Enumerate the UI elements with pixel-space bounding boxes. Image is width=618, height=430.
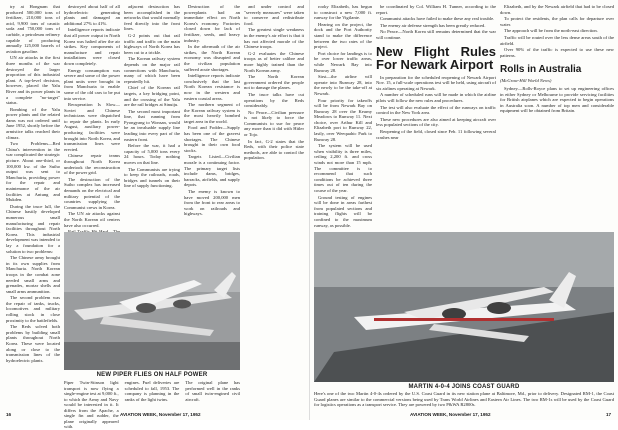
paragraph: Traffic will be routed over the less dense areas south of the airfield. xyxy=(500,34,614,46)
paragraph: The system will be used when visibility is three miles, ceiling 2,200 ft. and cross winds not more than 15 mph. The committee is to recommend that such conditions be achieved three times out of ten during the course of the year. xyxy=(314,143,372,193)
paragraph: Intelligence reports indicate conclusively that the last North Korean resistance is now in the western and eastern coastal areas. xyxy=(184,73,240,101)
paragraph: UN air attacks in the first three months of the war destroyed the larger proportion of this industrial plant. A top-level decision, however, placed the Yalu River and its power plants in a complete "no-target" status. xyxy=(6,55,60,106)
paragraph: adjacent destruction has been accomplished in the networks that would normally feed directly into the front lines. xyxy=(124,4,180,32)
piper-caption-left: Piper Twin-Stinson light transport is now flying a single-engine test at 9,000 ft., to which the Army and Navy would be interested in it. It differs from the Apache, a single fin and rudder, the plane originally appeared with. xyxy=(64,380,119,429)
martin-caption-block xyxy=(314,384,614,412)
paragraph: The test will also evaluate the effect of the runways on traffic control in the New York area. xyxy=(376,104,496,116)
paragraph: be coordinated by Col. William H. Tunner, according to the report. xyxy=(376,4,496,15)
paragraph: Reopening of the field, closed since Feb. 11 following several crashes near xyxy=(376,128,496,140)
paragraph: G-2 evaluates the Chinese troops as of better calibre and more highly trained than the North Korean army. xyxy=(244,50,304,73)
right-col-1 xyxy=(314,4,372,228)
paragraph: The North Korean government ordered the people not to damage the planes. xyxy=(244,74,304,91)
left-col-2 xyxy=(64,4,120,229)
left-col-1 xyxy=(6,4,60,408)
paragraph: Destruction of the powerplants had an immediate effect on North Korea's economy. Factories closed down for lack of fertilizer, seeds, and heavy industry. xyxy=(184,4,240,43)
paragraph: Food and Fodder—Supply has been one of the gravest shortages. The Chinese brought in their own food stocks. xyxy=(184,125,240,153)
piper-caption-head: NEW PIPER FLIES ON HALF POWER xyxy=(96,372,208,378)
piper-plane-illustration xyxy=(64,232,240,370)
left-page-number: 16 xyxy=(6,412,12,417)
martin-caption-head: MARTIN 4-0-4 JOINS COAST GUARD xyxy=(408,384,520,390)
paragraph: Targets Listed—Civilian morale is a continuing factor. The primary target lists include dams, bridges, barracks, airfields, and supply depots. xyxy=(184,154,240,188)
rolls-byline: (McGraw-Hill World News) xyxy=(500,78,552,84)
paragraph: Communist attacks have failed to make these any real trouble. xyxy=(380,16,495,22)
paragraph: The northern segment of the Korean railway system is the most heavily bombed target area in the world. xyxy=(184,102,240,124)
paragraph: Energy consumption was severe and some of the power plant units were brought in from Manchuria to enable some of the old cars to be put into service. xyxy=(64,67,120,101)
paragraph: Chief of the Korean rail targets, a key bridging point, and the crossing of the Yalu are the rail bridges at Sinuiju. xyxy=(124,85,180,108)
paragraph: Port choice for landings is to be over lower traffic areas, while Newark Bay into Runway 28. xyxy=(314,50,372,73)
paragraph: Sydney—Rolls-Royce plans to set up engineering offices in either Sydney or Melbourne to provide servicing facilities for British airplanes which are expected to begin operations in Australia soon. A number of top men and considerable equipment will be obtained from Britain. xyxy=(500,85,614,114)
paragraph: The enemy is known to have moved 200,000 men from the front to rear areas to work on railroads and highways. xyxy=(184,189,240,217)
right-col-2-body xyxy=(376,75,496,141)
left-page xyxy=(0,0,309,429)
paragraph: The Chinese army brought in its own supplies from Manchuria. North Korean troops in the combat zone needed small arms and grenades, mortar shells and small arms ammunition. xyxy=(6,255,60,294)
paragraph: The truce talks have cut operations by the Reds considerably. xyxy=(244,91,304,109)
paragraph: These new procedures are also aimed at keeping aircraft over less populated sections of the city. xyxy=(376,116,496,128)
piper-plane-photo xyxy=(64,232,240,370)
paragraph: The UN air attacks against the North Korean oil centers have also occurred. xyxy=(64,211,120,228)
paragraph: and under control and "severely measures" were taken to conserve and redistribute food. xyxy=(244,4,304,26)
paragraph: A number of scheduled runs will be made in which the airline pilots will follow the new rules and procedures. xyxy=(376,92,496,103)
right-col-2-top xyxy=(376,4,496,41)
paragraph: The greatest single weakness in the enemy's air effort is that it has not affected morale of the Chinese troops. xyxy=(244,27,304,50)
rolls-body xyxy=(500,86,614,114)
paragraph: In fact, G-2 states that the Reds, with their police state methods, are able to control the population. xyxy=(244,138,304,161)
left-page-masthead: AVIATION WEEK, November 17, 1952 xyxy=(120,412,201,417)
paragraph: try at Hongnam that produced 500,000 tons of fertilizer, 210,000 tons of acid, 9,900 tons of caustic soda and 750,000 tons of carbide, a petroleum refinery capable of producing annually 125,000 barrels of aviation gasoline. xyxy=(6,4,60,54)
paragraph: The approach will be from the north-east direction. xyxy=(504,28,598,34)
paragraph: In preparation for the scheduled reopening of Newark Airport Nov. 15, a full-scale operations test will be held, using aircraft of six airlines operating at Newark. xyxy=(376,74,496,91)
paragraph: Sirst—the airline will operate into Runway 28, into the newly to be the take-off at Newark. xyxy=(314,74,372,96)
paragraph: During the truce lull, the Chinese hastily developed numerous small manufacturing and repair facilities throughout North Korea. This industrial development was intended to lay a foundation for a solution to two problems: xyxy=(6,203,60,254)
right-col-3 xyxy=(500,4,614,219)
right-page-number: 17 xyxy=(606,412,612,417)
paragraph: Elizabeth, and by the Newark airfield that had to be closed down. xyxy=(500,4,614,15)
paragraph: Hearing on the project, the dock and the Port Authority stand to make the difference between the two rates of the project. xyxy=(314,21,372,50)
paragraph: To protect the residents, the plan calls for departure over water. xyxy=(500,16,614,27)
paragraph: Recuperation Is Slow—Soviet and Chinese technicians were dispatched to repair the plants. In early August, auxiliary power-producing facilities were brought into North Korea, and transmission lines were erected. xyxy=(64,102,120,152)
paragraph: The second problem was the repair of tanks, trucks, locomotives and military rolling stock in close proximity to the battlefields. xyxy=(6,295,60,323)
paragraph: The Reds solved both problems by building small plants throughout North Korea. These were located along or close to the transmission lines of the hydroelectric plants. xyxy=(6,324,60,363)
rolls-subhead: Rolls in Australia xyxy=(500,64,582,76)
paragraph: The Communists are trying to keep the railroads, roads, bridges and tunnels on their line of supply functioning. xyxy=(124,166,180,189)
paragraph: In the aftermath of the air strikes, the North Korean economy was disrupted and the civilian population suffered acute shortages. xyxy=(184,44,240,72)
right-page-masthead: AVIATION WEEK, November 17, 1952 xyxy=(410,412,491,417)
piper-caption-right: engines. Fuel deliveries are scheduled to fall, 1953. The company is planning in the ranks of the light twins. xyxy=(124,380,180,402)
martin-plane-illustration xyxy=(314,232,614,382)
martin-plane-photo xyxy=(314,232,614,382)
paragraph: Chinese repair teams throughout North Korea undertook the reconstruction of the power grid. xyxy=(64,153,120,176)
paragraph: The second most important line, that running from Pyongyang to Wonsan, would be an invaluable supply line leading into every part of the eastern front. xyxy=(124,108,180,142)
paragraph: The Korean railway system depends on the major rail connections with Manchuria, many of which have been repeatedly hit. xyxy=(124,56,180,84)
paragraph: destroyed about half of all hydroelectric generating plants and damaged an additional 27% to 41%. xyxy=(64,4,120,26)
piper-caption-far: The original plane has performed well in the ranks of small twin-engined civil aircraft. xyxy=(185,380,241,402)
paragraph: Before the war, it had a capacity of 5,000 tons every 24 hours. Today nothing moves on that line. xyxy=(124,143,180,166)
right-col-3-text xyxy=(500,4,614,58)
paragraph: rooky Elizabeth, has begun to construct a new 7,000 ft. runway for the Vigilante. xyxy=(314,4,372,21)
paragraph: Two Problems—Red China's intervention in the war complicated the strategic picture. About one-third, or 100,000 kw. of the Suiho output was sent to Manchuria, providing power for the repair and maintenance of the air facilities at Antung and Mukden. xyxy=(6,141,60,203)
paragraph: The destruction of the Suiho complex has increased demands on the electrical and military potential of the countries supplying the Communist crews in Korea. xyxy=(64,176,120,210)
paragraph: No Peace—Civilian pressure is not likely to force the Communists to sue for peace any more than it did with Hitler or Tojo. xyxy=(244,109,304,138)
paragraph: No Peace—North Korea still remains determined that the war will continue. xyxy=(376,29,496,40)
martin-caption: Here's one of the two Martin 4-0-4s ordered by the U.S. Coast Guard in its new station plane at Baltimore, Md., prior to delivery. Designated RM-1, the Coast Guard planes are similar to the commercial versions being used by Trans World Airlines and Eastern Air Lines. The two RM-1s will be used by the Coast Guard for logistics operations as a transport service. They are powered by two P&WA R2800s. xyxy=(314,391,614,407)
paragraph: The enemy air defense strength has been greatly reduced. xyxy=(380,22,486,28)
paragraph: G-2 points out that rail traffic and traffic on the main highways of North Korea has been cut to a trickle. xyxy=(124,32,180,55)
paragraph: Ground testing of engines will be done in areas farthest from populated sections and training flights will be confined to the maximum runway, as possible. xyxy=(314,194,372,228)
left-col-3 xyxy=(124,4,180,229)
paragraph: Intelligence reports indicate that all power output in North Korea was halted after the air strikes. Key components of manufacture and repair installations were closed down completely. xyxy=(64,27,120,66)
newark-headline: New Flight Rules For Newark Airport xyxy=(376,43,496,72)
left-col-5 xyxy=(244,4,304,408)
paragraph: Four priority for takeoffs will be from Newark Bay on Runway 28 over the Kearny Meadows to Runway 11. Next choice, over Arthur Kill and Elizabeth port to Runway 22, lastly, over Weequahic Park to Runway 28. xyxy=(314,97,372,142)
paragraph: Bombing of the Yalu power plants and the related dams was not ordered until June 1952, shortly before the armistice talks reached their climax. xyxy=(6,106,60,140)
right-page xyxy=(309,0,618,420)
paragraph: Over 90% of the traffic is expected to use these new patterns. xyxy=(500,47,614,58)
right-col-2 xyxy=(376,4,496,234)
